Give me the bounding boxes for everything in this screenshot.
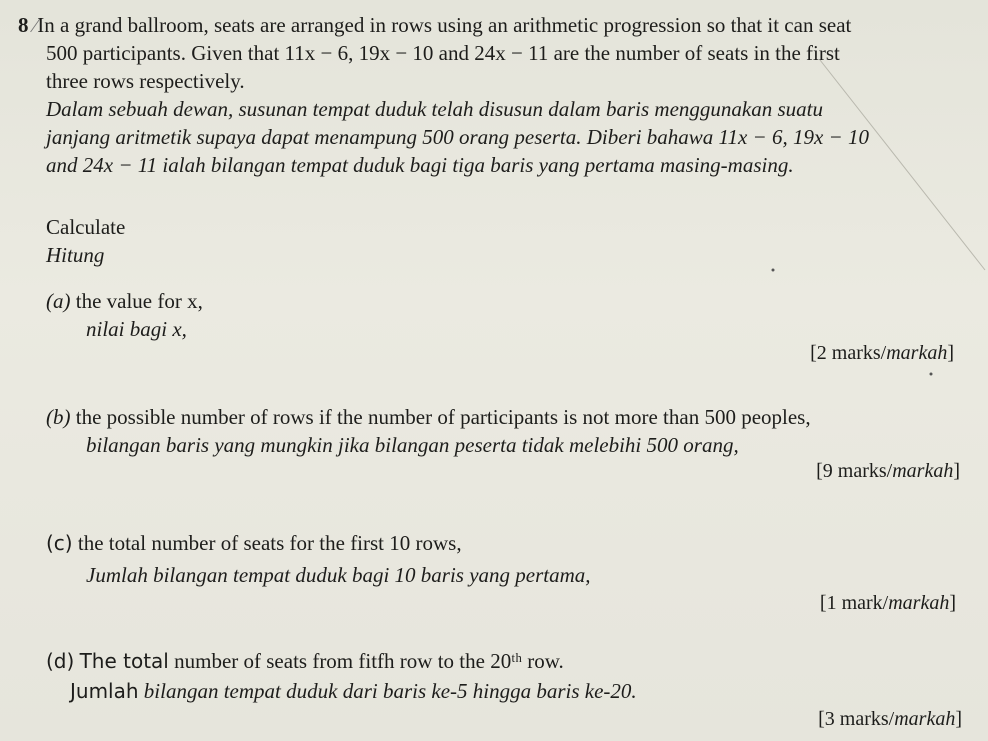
part-d-my — [70, 678, 637, 704]
part-d-handwritten-en: The total — [79, 649, 169, 673]
question-en-line-2: 500 participants. Given that 11x − 6, 19x − 10 and 24x − 11 are the number of seats in the first — [46, 41, 840, 65]
part-d-marks: [3 marks/markah] — [818, 708, 962, 730]
part-a-marks: [2 marks/markah] — [810, 342, 954, 364]
part-d-label: (d) — [46, 649, 75, 673]
instruction-my: Hitung — [46, 243, 105, 267]
part-d-my-text: bilangan tempat duduk dari baris ke-5 hingga baris ke-20. — [143, 679, 637, 703]
part-a-en — [46, 288, 203, 314]
part-b-marks: [9 marks/markah] — [816, 460, 960, 482]
question-en-line-3: three rows respectively. — [46, 69, 245, 93]
part-b-en — [46, 404, 811, 430]
part-c-text: the total number of seats for the first 10 rows, — [77, 531, 462, 555]
part-b-text: the possible number of rows if the number of participants is not more than 500 peoples, — [75, 405, 811, 429]
question-line-1: 8 ⁄In a grand ballroom, seats are arranged in rows using an arithmetic progression so that it can seat — [18, 13, 852, 37]
question-my-line-1: Dalam sebuah dewan, susunan tempat duduk telah disusun dalam baris menggunakan suatu — [46, 97, 823, 121]
part-a-my: nilai bagi x, — [86, 317, 187, 341]
part-a-text: the value for x, — [75, 289, 203, 313]
part-d-en — [46, 648, 564, 674]
part-c-marks: [1 mark/markah] — [819, 592, 956, 614]
instruction-en: Calculate — [46, 215, 126, 239]
question-en-line-1: In a grand ballroom, seats are arranged in rows using an arithmetic progression so that it can seat — [37, 13, 852, 37]
question-my-line-3: and 24x − 11 ialah bilangan tempat duduk bagi tiga baris yang pertama masing-masing. — [46, 153, 794, 177]
part-c-label: (c) — [46, 531, 73, 555]
question-number: 8 — [18, 13, 29, 37]
part-b-label: (b) — [46, 405, 71, 429]
question-my-line-2: janjang aritmetik supaya dapat menampung 500 orang peserta. Diberi bahawa 11x − 6, 19x − 10 — [46, 125, 869, 149]
part-b-my: bilangan baris yang mungkin jika bilangan peserta tidak melebihi 500 orang, — [86, 433, 739, 457]
part-a-label: (a) — [46, 289, 71, 313]
part-d-handwritten-my: Jumlah — [70, 679, 139, 703]
part-d-text: number of seats from fitfh row to the 20ᵗʰ row. — [174, 649, 564, 673]
part-c-my: Jumlah bilangan tempat duduk bagi 10 baris yang pertama, — [86, 563, 591, 587]
part-c-en — [46, 530, 462, 556]
